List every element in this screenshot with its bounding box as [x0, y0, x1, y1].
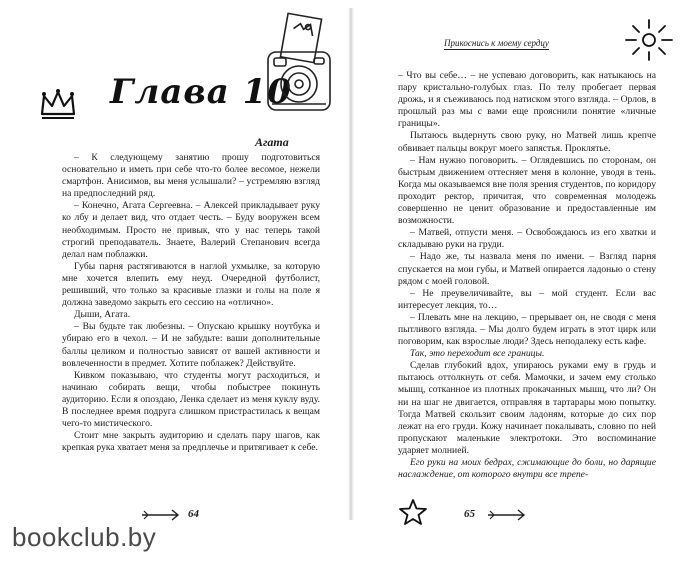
right-body-text: [398, 70, 656, 481]
paragraph: Губы парня растягиваются в наглой ухмылке, за которую мне хочется влепить ему неуд. Очередной футболист, решивший, что только за красивые глазки и голы на поле я должна заведомо закрыть его сессию на «отлично».: [62, 260, 320, 309]
paragraph: Сделав глубокий вдох, упираюсь руками ему в грудь и пытаюсь оттолкнуть от себя. Мамочки, и зачем ему столько мышц, сотканное из плотных прокачанных мышц, что ли? Он ни на шаг не двигается, отправляя в тартарары мою попытку. Тогда Матвей скользит своим ладоням, которые до сих пор лежат на его груди. Кожу начинает покалывать, словно по ней пропускают маленькие электротоки. Это воспоминание ударяет молнией.: [398, 360, 656, 456]
paragraph: – Плевать мне на лекцию, – прерывает он, не сводя с меня пытливого взгляда. – Мы долго будем играть в этот цирк или поговорим, как взрослые люди? Здесь неподалеку есть кафе.: [398, 311, 656, 348]
paragraph: Пытаюсь выдернуть свою руку, но Матвей лишь крепче обвивает пальцы вокруг моего запястья. Проклятье.: [398, 130, 656, 154]
paragraph: – Нам нужно поговорить. – Оглядевшись по сторонам, он быстрым движением оттесняет меня в колонне, уводя в тень. Когда мы оказываемся вне поля зрения студентов, по коридору проходит ректор, причитая, что современная молодежь совершенно не ценит образование и предоставленные им возможности.: [398, 154, 656, 227]
crown-icon: [38, 88, 78, 122]
sun-icon: [620, 16, 678, 64]
left-page: [0, 0, 348, 565]
paragraph: Так, это переходит все границы.: [410, 348, 545, 360]
page-number: 65: [464, 508, 475, 520]
paragraph: – Не преувеличивайте, вы – мой студент. Если вас интересует лекция, то…: [398, 287, 656, 311]
star-icon: [398, 498, 428, 526]
chapter-title: Глава 10: [110, 72, 292, 112]
paragraph: Его руки на моих бедрах, сжимающие до боли, но дарящие наслаждение, от которого внутри все трепе-: [398, 457, 656, 481]
paragraph: – Конечно, Агата Сергеевна. – Алексей прикладывает руку ко лбу и делает вид, что отдает честь. – Буду вооружен всем необходимым. Просто не привык, что у нас теперь такой строгий преподаватель. Знаете, Валерий Степанович всегда делал нам поблажки.: [62, 200, 320, 260]
watermark: bookclub.by: [12, 522, 157, 552]
paragraph: Кивком показываю, что студенты могут расходиться, и начинаю собирать вещи, чтобы побыстрее покинуть аудиторию. Если я опоздаю, Ленка сделает из меня куклу вуду. В последнее время подруга слишком пристрастилась к вещам чего-то мистического.: [62, 369, 320, 430]
right-page: [354, 0, 700, 565]
page-number: 64: [188, 508, 199, 520]
arrow-icon: [140, 508, 182, 522]
paragraph: – К следующему занятию прошу подготовиться основательно и иметь при себе что-то более весомое, нежели смартфон. Анисимов, вы меня услышали? – устремляю взгляд на предпоследний ряд.: [62, 152, 320, 200]
paragraph: – Матвей, отпусти меня. – Освобождаюсь из его хватки и складываю руки на груди.: [398, 227, 656, 251]
running-head: Прикоснись к моему сердцу: [444, 38, 549, 48]
paragraph: Стоит мне закрыть аудиторию и сделать пару шагов, как крепкая рука хватает меня за предплечье и притягивает к себе.: [62, 430, 320, 454]
arrow-icon: [486, 508, 528, 522]
paragraph: – Что вы себе… – не успеваю договорить, как натыкаюсь на пару кристально-голубых глаз. По телу пробегает первая дрожь, и я съеживаюсь под натиском этого взгляда. – Орлов, в прошлый раз мы с вами еще прояснили понятие «личные границы».: [398, 70, 656, 130]
pov-character-name: Агата: [255, 135, 289, 149]
camera-icon: [262, 12, 336, 122]
left-body-text: [62, 152, 320, 454]
paragraph: – Надо же, ты назвала меня по имени. – Взгляд парня спускается на мои губы, и Матвей опирается ладонью о стену рядом с моей головой.: [398, 251, 656, 287]
paragraph: Дыши, Агата.: [74, 309, 131, 321]
paragraph: – Вы будьте так любезны. – Опускаю крышку ноутбука и убираю его в чехол. – И не забудьте: ваши дополнительные баллы целиком и полностью зависят от вашей активности и вовлеченности в предмет. Хотите поблажек? Действуйте.: [62, 321, 320, 369]
